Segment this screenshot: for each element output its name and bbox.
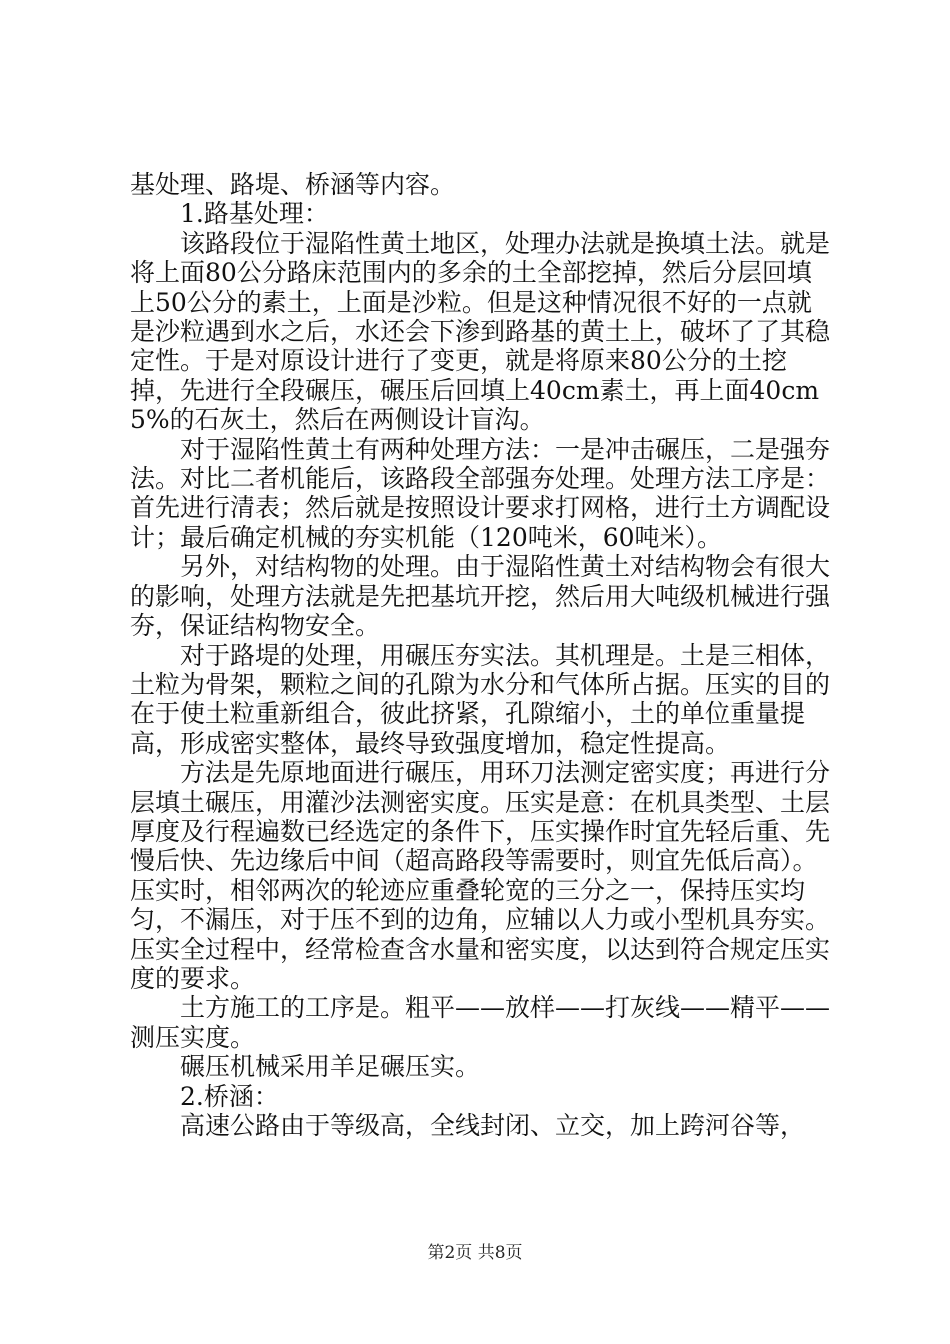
section-heading-roadbed: 1.路基处理：	[180, 199, 329, 229]
document-body	[130, 170, 830, 1140]
paragraph-structure-treatment: 另外，对结构物的处理。由于湿陷性黄土对结构物会有很大的影响，处理方法就是先把基坑开挖，然后用大吨级机械进行强夯，保证结构物安全。	[130, 552, 831, 641]
paragraph-embankment-mechanism: 对于路堤的处理，用碾压夯实法。其机理是。土是三相体，土粒为骨架，颗粒之间的孔隙为水分和气体所占据。压实的目的在于使土粒重新组合，彼此挤紧，孔隙缩小，土的单位重量提高，形成密实整体，最终导致强度增加，稳定性提高。	[130, 640, 831, 758]
page-number-footer: 第2页 共8页	[427, 1243, 523, 1263]
paragraph-compaction-method: 方法是先原地面进行碾压，用环刀法测定密实度；再进行分层填土碾压，用灌沙法测密实度。压实是意：在机具类型、土层厚度及行程遍数已经选定的条件下，压实操作时宜先轻后重、先慢后快、先边缘后中间（超高路段等需要时，则宜先低后高）。压实时，相邻两次的轮迹应重叠轮宽的三分之一，保持压实均匀，不漏压，对于压不到的边角，应辅以人力或小型机具夯实。压实全过程中，经常检查含水量和密实度，以达到符合规定压实度的要求。	[130, 758, 831, 993]
paragraph-treatment-methods: 对于湿陷性黄土有两种处理方法：一是冲击碾压，二是强夯法。对比二者机能后，该路段全部强夯处理。处理方法工序是：首先进行清表；然后就是按照设计要求打网格，进行土方调配设计；最后确定机械的夯实机能（120吨米，60吨米）。	[130, 434, 831, 552]
paragraph-earthwork-sequence: 土方施工的工序是。粗平——放样——打灰线——精平——测压实度。	[130, 993, 831, 1052]
paragraph-roller-type: 碾压机械采用羊足碾压实。	[180, 1052, 481, 1082]
paragraph-continuation: 基处理、路堤、桥涵等内容。	[130, 170, 456, 199]
paragraph-highway-intro: 高速公路由于等级高，全线封闭、立交，加上跨河谷等，	[180, 1111, 806, 1140]
paragraph-loess-treatment: 该路段位于湿陷性黄土地区，处理办法就是换填土法。就是将上面80公分路床范围内的多余的土全部挖掉，然后分层回填上50公分的素土，上面是沙粒。但是这种情况很不好的一点就是沙粒遇到水之后，水还会下渗到路基的黄土上，破坏了了其稳定性。于是对原设计进行了变更，就是将原来80公分的土挖掉，先进行全段碾压，碾压后回填上40cm素土，再上面40cm5%的石灰土，然后在两侧设计盲沟。	[130, 228, 831, 435]
section-heading-bridges: 2.桥涵：	[180, 1081, 279, 1111]
